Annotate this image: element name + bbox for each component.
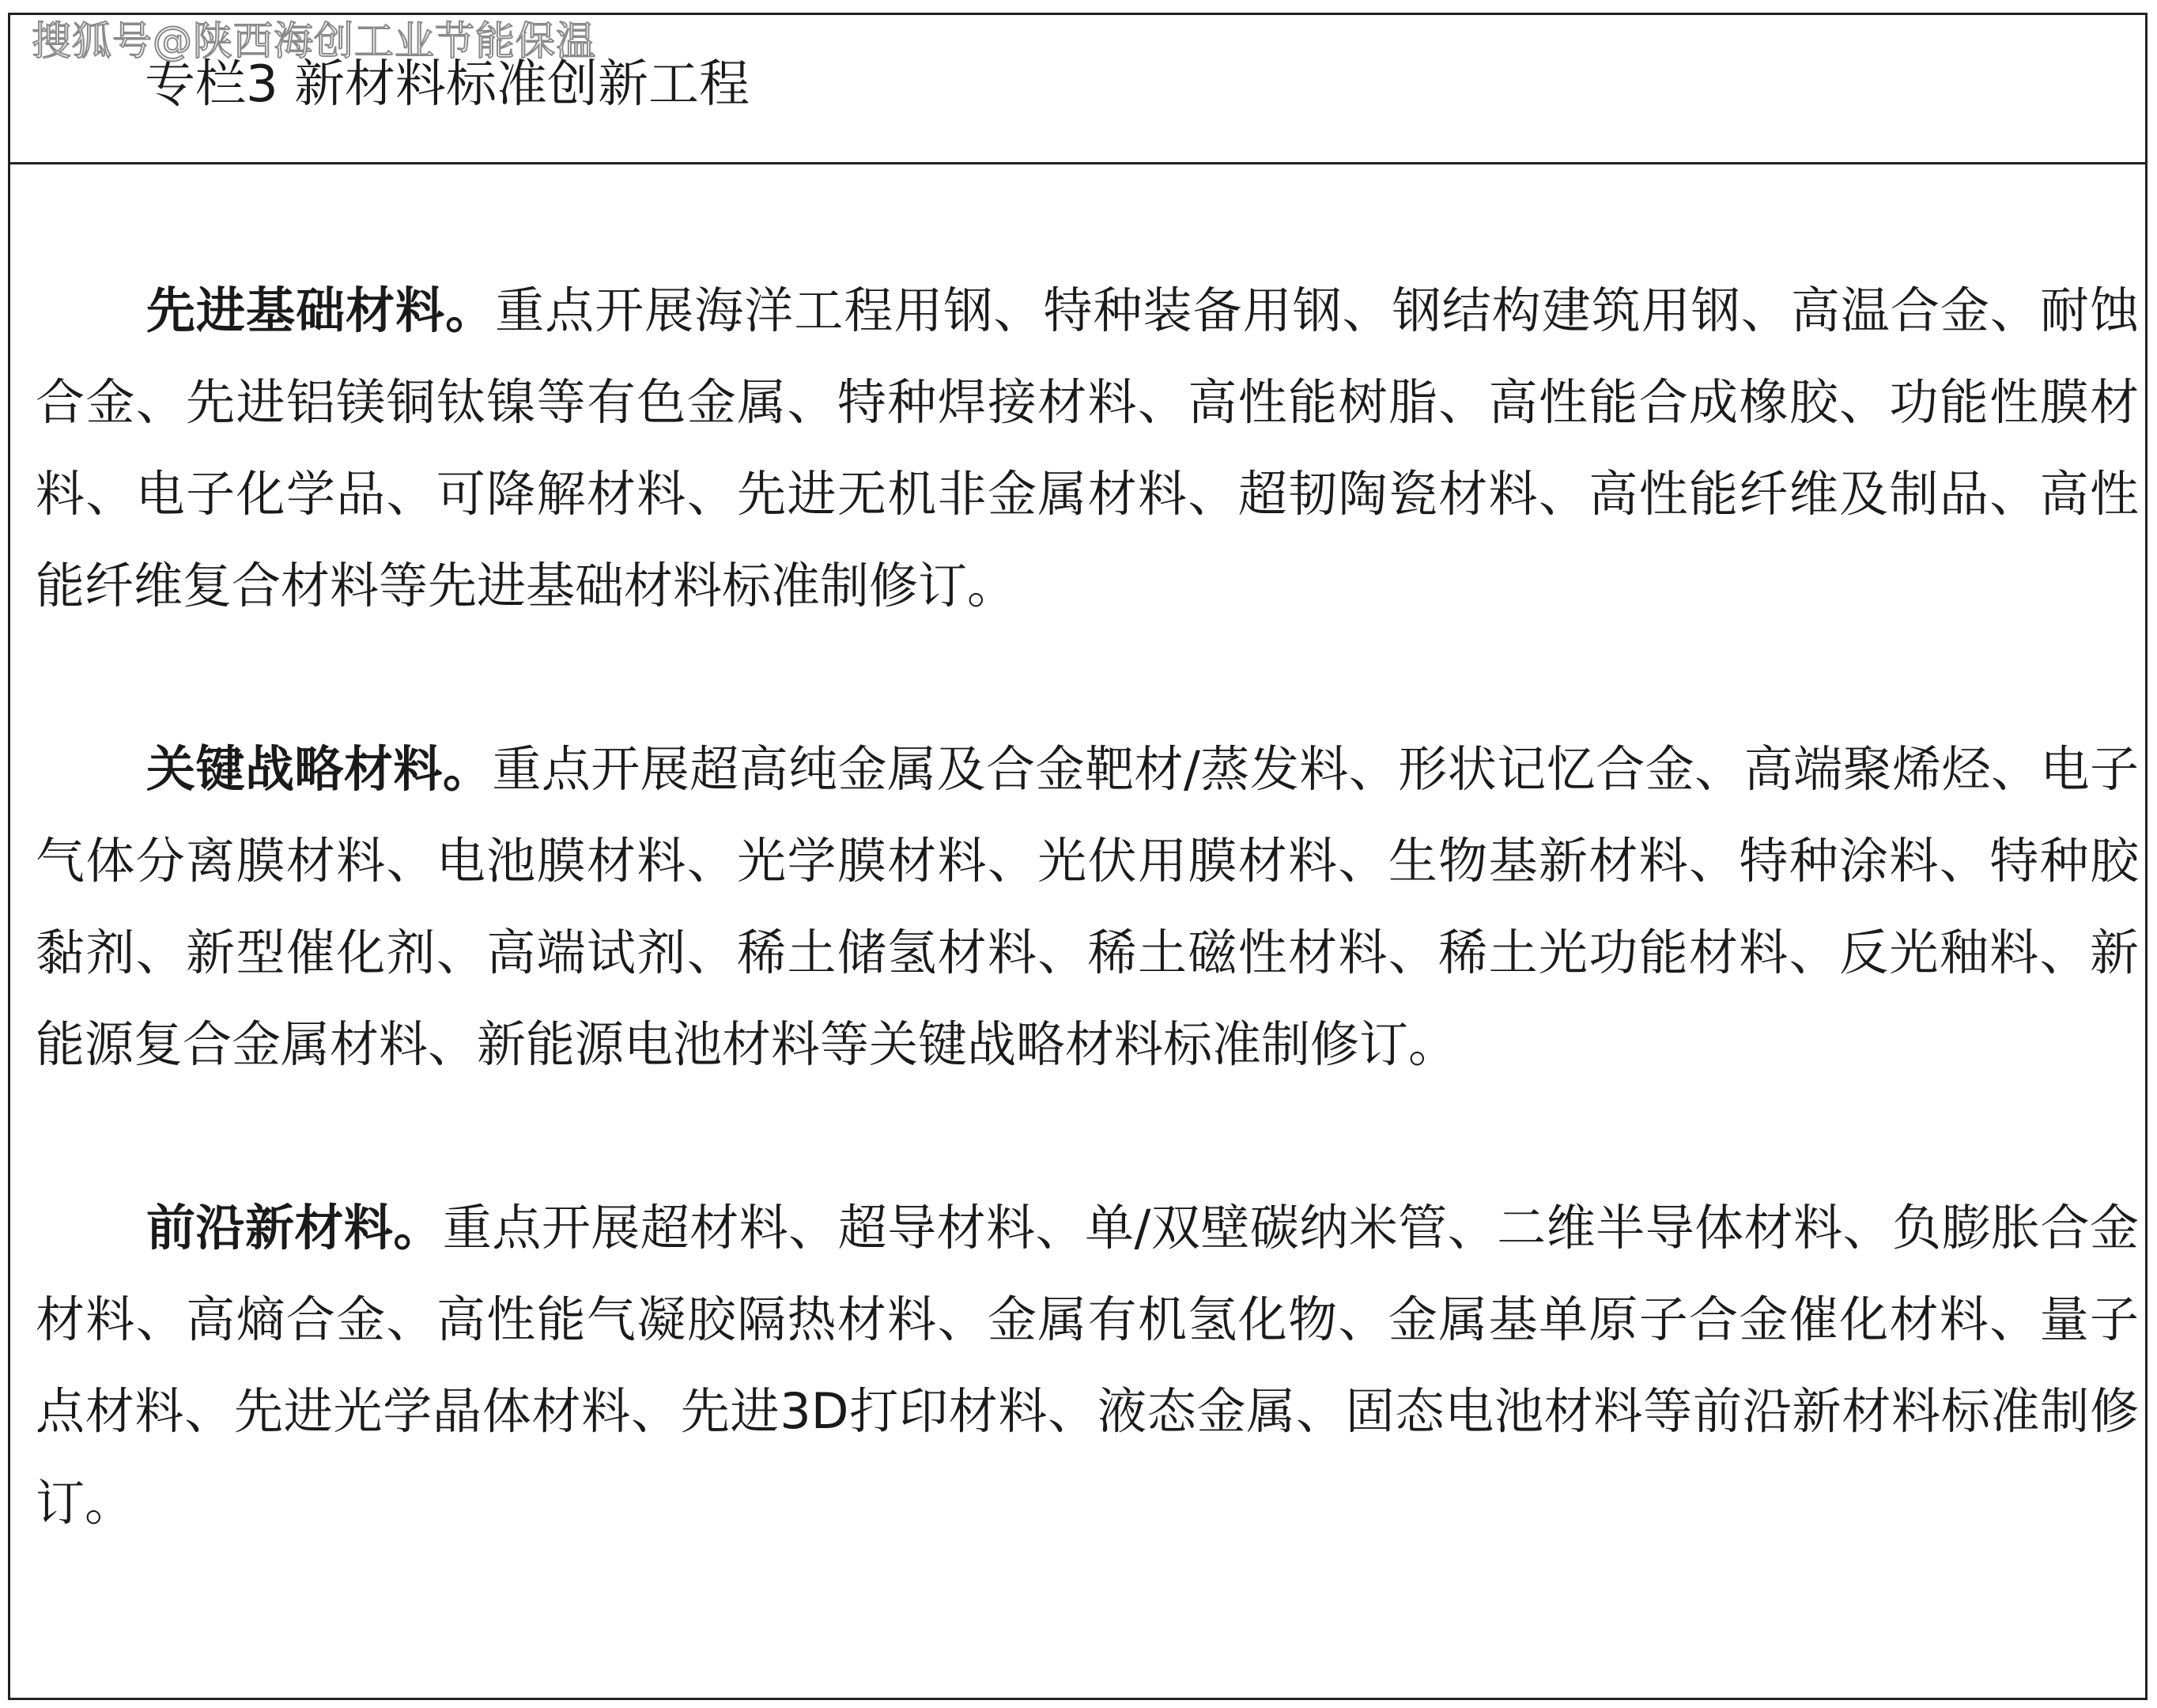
paragraph-key-strategic-materials — [36, 724, 2139, 1090]
page-title: 专栏3 新材料标准创新工程 — [145, 55, 750, 114]
column-box — [8, 13, 2148, 1700]
paragraph-frontier-new-materials — [36, 1182, 2139, 1549]
paragraph-text: 重点开展海洋工程用钢、特种装备用钢、钢结构建筑用钢、高温合金、耐蚀合金、先进铝镁铜钛镍等有色金属、特种焊接材料、高性能树脂、高性能合成橡胶、功能性膜材料、电子化学品、可降解材料、先进无机非金属材料、超韧陶瓷材料、高性能纤维及制品、高性能纤维复合材料等先进基础材料标准制修订。 — [36, 282, 2139, 614]
watermark-text: 搜狐号@陕西海创工业节能保温 — [32, 18, 596, 64]
paragraph-text: 重点开展超材料、超导材料、单/双壁碳纳米管、二维半导体材料、负膨胀合金材料、高熵合金、高性能气凝胶隔热材料、金属有机氢化物、金属基单原子合金催化材料、量子点材料、先进光学晶体材料、先进3D打印材料、液态金属、固态电池材料等前沿新材料标准制修订。 — [36, 1199, 2139, 1532]
paragraph-advanced-basic-materials — [36, 164, 2139, 632]
paragraph-text: 重点开展超高纯金属及合金靶材/蒸发料、形状记忆合金、高端聚烯烃、电子气体分离膜材料、电池膜材料、光学膜材料、光伏用膜材料、生物基新材料、特种涂料、特种胶黏剂、新型催化剂、高端试剂、稀土储氢材料、稀土磁性材料、稀土光功能材料、反光釉料、新能源复合金属材料、新能源电池材料等关键战略材料标准制修订。 — [36, 740, 2139, 1073]
paragraph-lead: 先进基础材料。 — [146, 282, 496, 339]
paragraph-lead: 前沿新材料。 — [146, 1199, 443, 1256]
paragraph-lead: 关键战略材料。 — [146, 740, 493, 798]
box-body — [36, 164, 2139, 1549]
